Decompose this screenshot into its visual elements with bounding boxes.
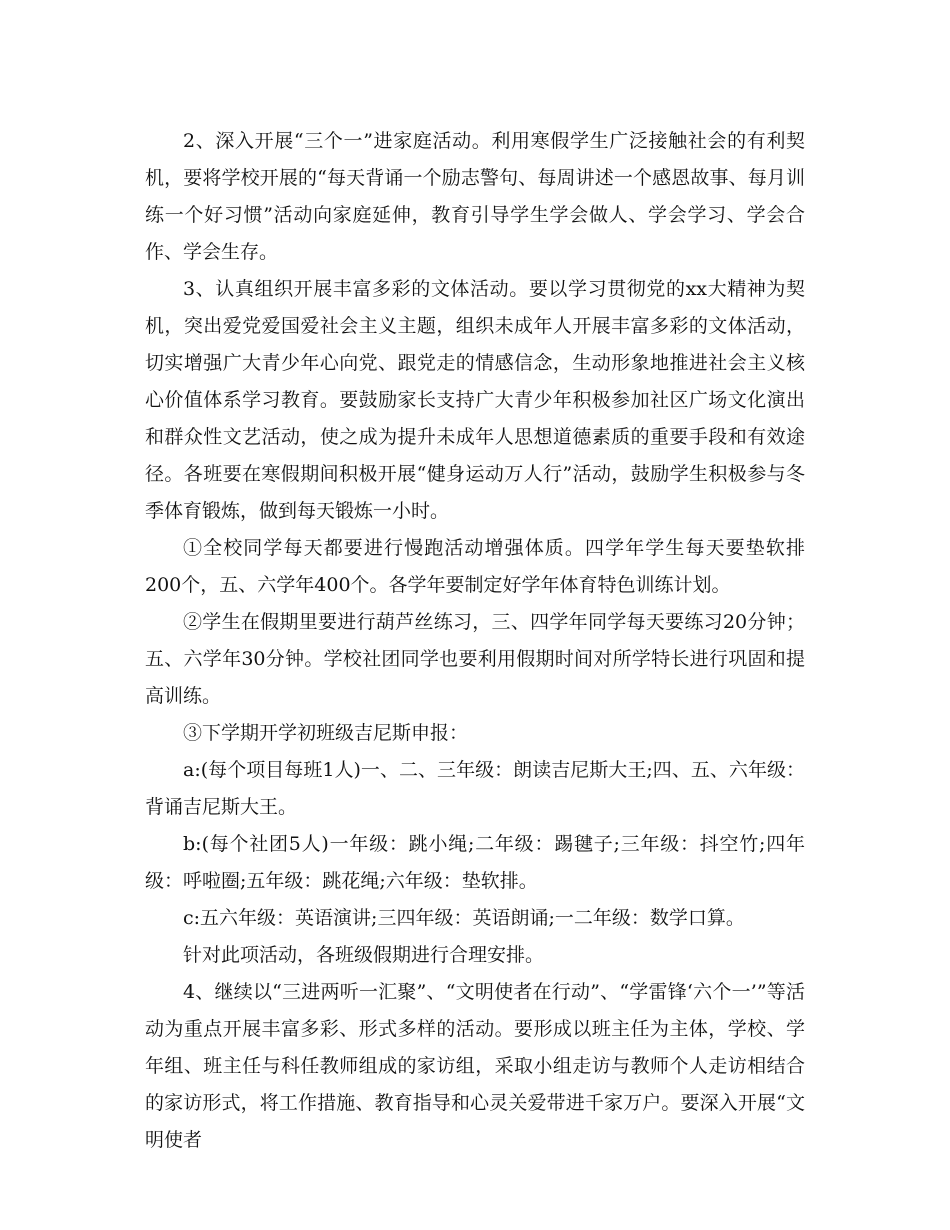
paragraph-hulusi-practice: ②学生在假期里要进行葫芦丝练习，三、四学年同学每天要练习20分钟；五、六学年30分钟。学校社团同学也要利用假期时间对所学特长进行巩固和提高训练。 [145, 611, 805, 707]
paragraph-jogging: ①全校同学每天都要进行慢跑活动增强体质。四学年学生每天要垫软排200个，五、六学年400个。各学年要制定好学年体育特色训练计划。 [145, 537, 805, 596]
document-page [145, 123, 805, 1159]
paragraph-item-3-cultural-sports: 3、认真组织开展丰富多彩的文体活动。要以学习贯彻党的xx大精神为契机，突出爱党爱国爱社会主义主题，组织未成年人开展丰富多彩的文体活动，切实增强广大青少年心向党、跟党走的情感信念，生动形象地推进社会主义核心价值体系学习教育。要鼓励家长支持广大青少年积极参加社区广场文化演出和群众性文艺活动，使之成为提升未成年人思想道德素质的重要手段和有效途径。各班要在寒假期间积极开展“健身运动万人行”活动，鼓励学生积极参与冬季体育锻炼，做到每天锻炼一小时。 [145, 278, 805, 522]
paragraph-item-4-activities: 4、继续以“三进两听一汇聚”、“文明使者在行动”、“学雷锋‘六个一’”等活动为重点开展丰富多彩、形式多样的活动。要形成以班主任为主体，学校、学年组、班主任与科任教师组成的家访组，采取小组走访与教师个人走访相结合的家访形式，将工作措施、教育指导和心灵关爱带进千家万户。要深入开展“文明使者 [145, 981, 805, 1151]
paragraph-arrangement: 针对此项活动，各班级假期进行合理安排。 [183, 944, 545, 966]
paragraph-guinness-b: b:(每个社团5人)一年级：跳小绳;二年级：踢毽子;三年级：抖空竹;四年级：呼啦圈;五年级：跳花绳;六年级：垫软排。 [145, 833, 805, 892]
paragraph-item-2-home-activities: 2、深入开展“三个一”进家庭活动。利用寒假学生广泛接触社会的有利契机，要将学校开展的“每天背诵一个励志警句、每周讲述一个感恩故事、每月训练一个好习惯”活动向家庭延伸，教育引导学生学会做人、学会学习、学会合作、学会生存。 [145, 130, 805, 263]
paragraph-guinness-a: a:(每个项目每班1人)一、二、三年级：朗读吉尼斯大王;四、五、六年级：背诵吉尼斯大王。 [145, 759, 805, 818]
paragraph-guinness-c: c:五六年级：英语演讲;三四年级：英语朗诵;一二年级：数学口算。 [183, 907, 745, 929]
paragraph-guinness-heading: ③下学期开学初班级吉尼斯申报： [183, 722, 469, 744]
